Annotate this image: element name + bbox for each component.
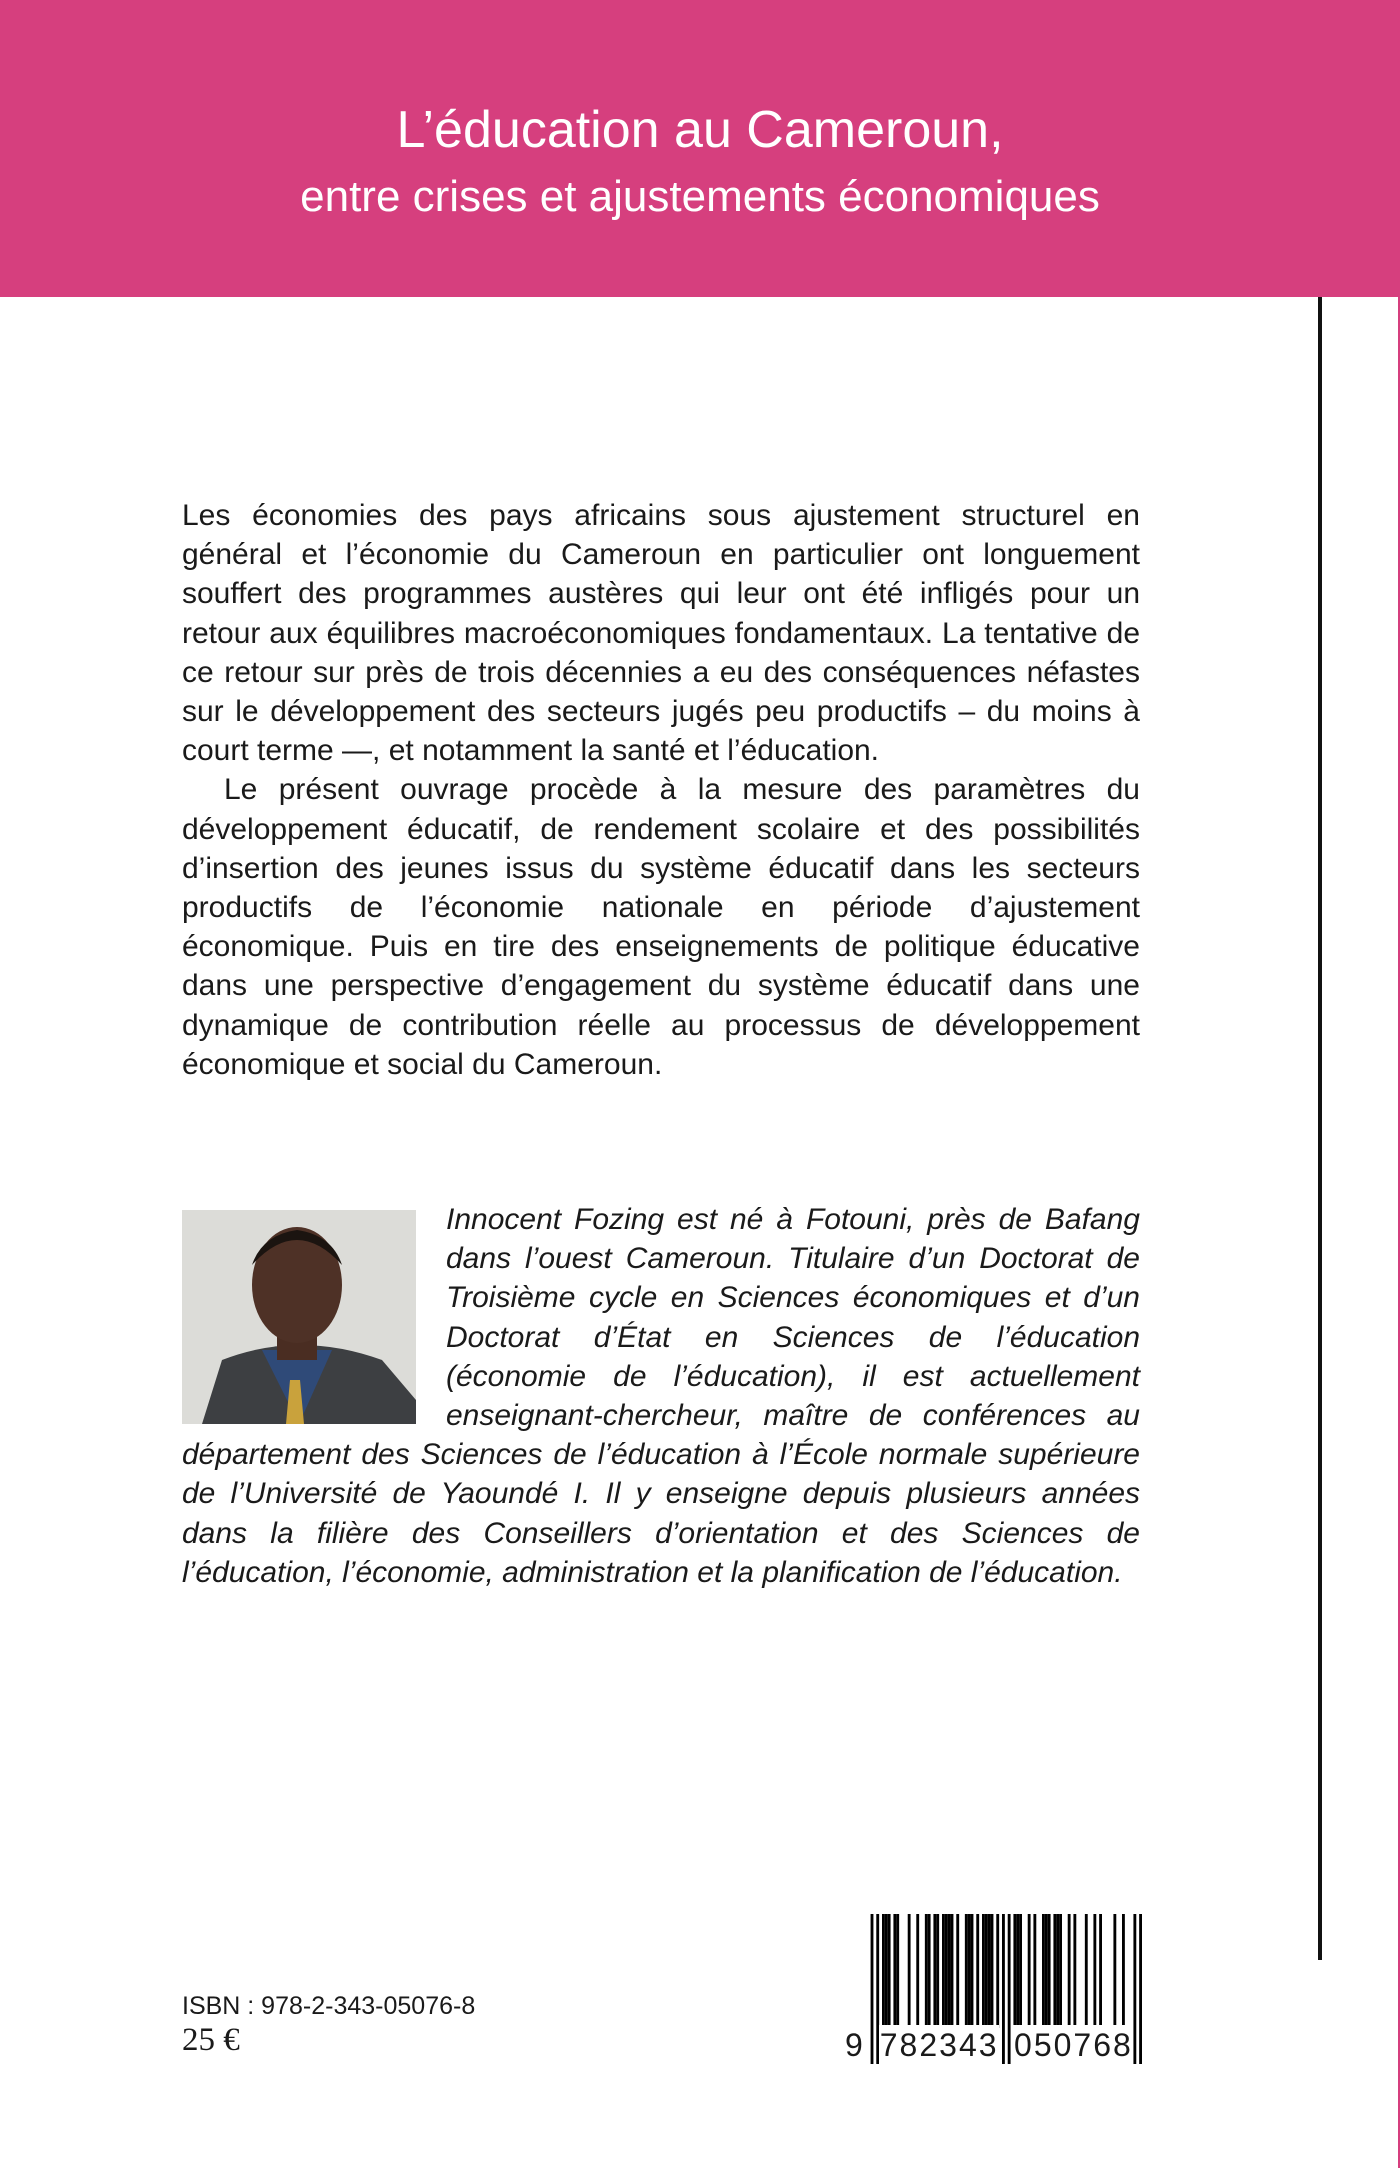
barcode-bar: [971, 1914, 974, 2028]
barcode-bar: [948, 1914, 951, 2028]
barcode-bar: [1019, 1914, 1022, 2028]
barcode-bar: [965, 1914, 968, 2028]
barcode-bar: [1045, 1914, 1048, 2028]
barcode-bar: [1139, 1914, 1142, 2064]
barcode-bar: [888, 1914, 891, 2028]
barcode-bar: [945, 1914, 948, 2028]
barcode-bar: [968, 1914, 971, 2028]
summary-paragraph-2: Le présent ouvrage procède à la mesure des paramètres du développement éducatif, de rendement scolaire et des possibilités d’insertion des jeunes issus du système éducatif dans les secteurs productifs de l’économie nationale en période d’ajustement économique. Puis en tire des enseignements de politique éducative dans une perspective d’engagement du système éducatif dans une dynamique de contribution réelle au processus de développement économique et social du Cameroun.: [182, 773, 1140, 1081]
barcode-bar: [991, 1914, 994, 2028]
barcode-bar: [1093, 1914, 1096, 2028]
barcode-bar: [1099, 1914, 1102, 2028]
barcode-bar: [1013, 1914, 1016, 2028]
book-subtitle: entre crises et ajustements économiques: [300, 172, 1100, 221]
barcode-bar: [1008, 1914, 1011, 2064]
barcode-bar: [988, 1914, 991, 2028]
barcode-bar: [882, 1914, 885, 2028]
barcode-bar: [942, 1914, 945, 2028]
barcode-bar: [1002, 1914, 1005, 2064]
barcode-bar: [1133, 1914, 1136, 2064]
barcode-bar: [976, 1914, 979, 2028]
cover-header-band: [0, 0, 1400, 297]
barcode-bar: [1068, 1914, 1071, 2028]
summary-paragraph-1: Les économies des pays africains sous ajustement structurel en général et l’économie du Cameroun en particulier ont longuement souffert des programmes austères qui leur ont été infligés pour un retour aux équilibres macroéconomiques fondamentaux. La tentative de ce retour sur près de trois décennies a eu des conséquences néfastes sur le développement des secteurs jugés peu productifs – du moins à court terme —, et notamment la santé et l’éducation.: [182, 499, 1140, 768]
barcode-bar: [936, 1914, 939, 2028]
barcode-bar: [925, 1914, 928, 2028]
barcode-bar: [985, 1914, 988, 2028]
barcode-bar: [1048, 1914, 1051, 2028]
author-bio: Innocent Fozing est né à Fotouni, près de Bafang dans l’ouest Cameroun. Titulaire d’un Doctorat de Troisième cycle en Sciences économiques et d’un Doctorat d’État en Sciences de l’éducation (économie de l’éducation), il est actuellement enseignant-chercheur, maître de conférences au département des Sciences de l’éducation à l’École normale supérieure de l’Université de Yaoundé I. Il y enseigne depuis plusieurs années dans la filière des Conseillers d’orientation et des Sciences de l’éducation, l’économie, administration et la planification de l’éducation.: [182, 1203, 1140, 1589]
barcode-bar: [1059, 1914, 1062, 2028]
barcode-bar: [1033, 1914, 1036, 2028]
barcode-bar: [896, 1914, 899, 2028]
book-summary: [182, 496, 1140, 1084]
barcode-bar: [928, 1914, 931, 2028]
barcode-digits: 782343: [879, 2027, 999, 2063]
author-photo: [182, 1210, 416, 1424]
barcode-digits: 050768: [1014, 2027, 1133, 2063]
price-label: 25 €: [182, 2022, 240, 2058]
barcode-bar: [1122, 1914, 1125, 2028]
spine-divider-line: [1318, 297, 1322, 1960]
barcode-bar: [871, 1914, 874, 2064]
barcode-bar: [1073, 1914, 1076, 2028]
barcode-bar: [956, 1914, 959, 2028]
isbn-label: ISBN : 978-2-343-05076-8: [182, 1992, 476, 2020]
barcode-bar: [893, 1914, 896, 2028]
barcode-bar: [1113, 1914, 1116, 2028]
barcode-bar: [1085, 1914, 1088, 2028]
book-title: L’éducation au Cameroun,: [396, 101, 1004, 159]
author-bio-section: [182, 1200, 1140, 1592]
barcode-bar: [885, 1914, 888, 2028]
barcode-bar: [1053, 1914, 1056, 2028]
barcode-bar: [916, 1914, 919, 2028]
barcode-digits: 9: [842, 2025, 868, 2065]
barcode-bar: [1056, 1914, 1059, 2028]
barcode-bar: [996, 1914, 999, 2028]
barcode-bar: [933, 1914, 936, 2028]
barcode-bar: [908, 1914, 911, 2028]
barcode-bar: [1016, 1914, 1019, 2028]
barcode-bar: [951, 1914, 954, 2028]
barcode-bar: [982, 1914, 985, 2028]
barcode-bar: [1028, 1914, 1031, 2028]
barcode-bar: [1042, 1914, 1045, 2028]
